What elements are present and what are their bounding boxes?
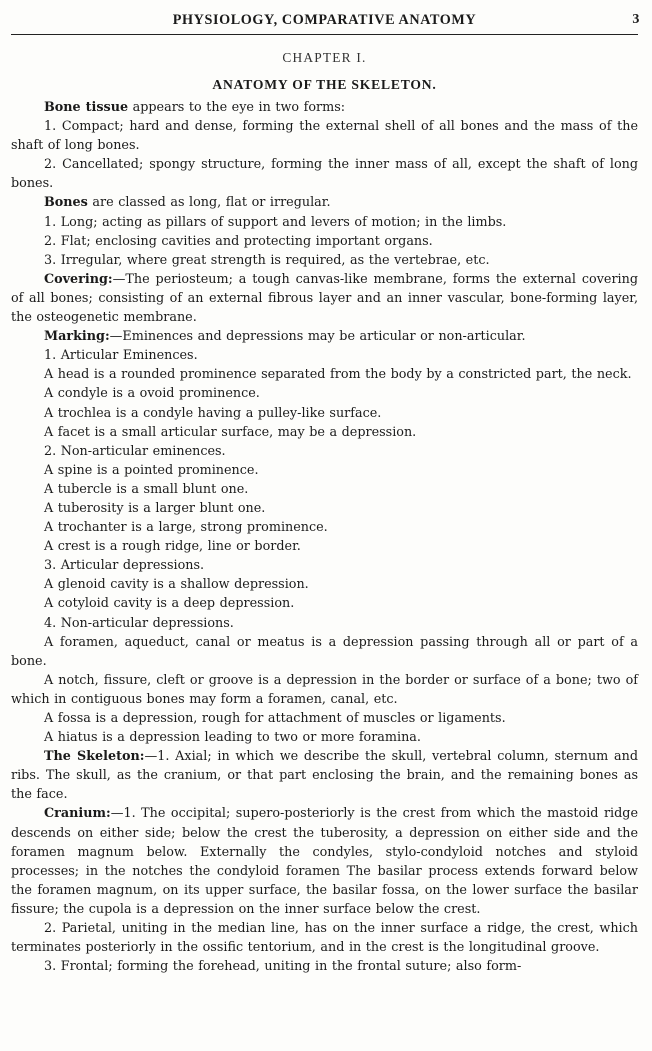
paragraph (11, 614, 638, 633)
paragraph (11, 957, 638, 976)
paragraph-text: 4. Non-articular depressions. (44, 615, 234, 631)
paragraph (11, 423, 638, 442)
book-page (11, 9, 638, 976)
paragraph (11, 919, 638, 957)
paragraph (11, 633, 638, 671)
paragraph-text: 2. Flat; enclosing cavities and protecting important organs. (44, 233, 433, 249)
page-number: 3 (632, 12, 640, 27)
paragraph-lead: Bone tissue (44, 100, 129, 115)
paragraph (11, 155, 638, 193)
paragraph (11, 594, 638, 613)
paragraph-text: A fossa is a depression, rough for attachment of muscles or ligaments. (44, 711, 506, 726)
paragraph (11, 671, 638, 709)
paragraph-text: A crest is a rough ridge, line or border. (44, 539, 301, 555)
header-rule (11, 34, 638, 35)
paragraph-text: A head is a rounded prominence separated from the body by a constricted part, the neck. (44, 367, 632, 383)
paragraph (11, 499, 638, 518)
body-text (11, 98, 638, 976)
paragraph (11, 480, 638, 499)
paragraph-lead: Marking: (44, 329, 110, 345)
paragraph-text: —The periosteum; a tough canvas-like membrane, forms the external covering of all bones; consisting of an external fibrous layer and an inner vascular, bone-forming layer, the osteogenetic membrane. (11, 271, 638, 326)
paragraph (11, 213, 638, 232)
chapter-title: ANATOMY OF THE SKELETON. (212, 77, 437, 92)
paragraph-text: A condyle is a ovoid prominence. (44, 386, 260, 402)
paragraph-lead: Cranium: (44, 806, 111, 822)
paragraph-text: 1. Long; acting as pillars of support and levers of motion; in the limbs. (44, 214, 507, 230)
paragraph (11, 270, 638, 327)
paragraph-text: 3. Frontal; forming the forehead, uniting in the frontal suture; also form- (44, 959, 522, 975)
paragraph-lead: Bones (44, 195, 88, 211)
paragraph (11, 193, 638, 212)
paragraph-text: 2. Non-articular eminences. (44, 443, 226, 459)
paragraph-text: A trochanter is a large, strong prominence. (44, 520, 328, 536)
paragraph (11, 232, 638, 251)
paragraph-text: —Eminences and depressions may be articular or non-articular. (109, 329, 526, 345)
paragraph-text: A trochlea is a condyle having a pulley-like surface. (44, 405, 382, 421)
paragraph-text: —1. The occipital; supero-posteriorly is the crest from which the mastoid ridge descends on either side; below the crest the tuberosity, a depression on either side and the foramen magnum below. Externally the condyles, stylo-condyloid notches and styloid processes; in the notches the condyloid foramen The basilar process extends forward below the foramen magnum, on its upper surface, the basilar fossa, on the lower surface the basilar fissure; the cupola is a depression on the inner surface below the crest. (11, 806, 638, 917)
paragraph (11, 728, 638, 747)
paragraph-text: A hiatus is a depression leading to two or more foramina. (44, 730, 421, 746)
paragraph (11, 442, 638, 461)
paragraph (11, 747, 638, 804)
paragraph-text: —1. Axial; in which we describe the skull, vertebral column, sternum and ribs. The skull, as the cranium, or that part enclosing the brain, and the remaining bones as the face. (11, 749, 639, 803)
paragraph-text: 3. Articular depressions. (44, 558, 205, 574)
paragraph-text: A cotyloid cavity is a deep depression. (44, 596, 295, 612)
paragraph-text: 1. Compact; hard and dense, forming the external shell of all bones and the mass of the shaft of long bones. (11, 119, 638, 154)
paragraph-text: A facet is a small articular surface, may be a depression. (44, 424, 417, 440)
paragraph (11, 518, 638, 537)
paragraph (11, 537, 638, 556)
paragraph-lead: Covering: (44, 271, 113, 287)
paragraph-text: 1. Articular Eminences. (44, 348, 198, 364)
paragraph-text: A foramen, aqueduct, canal or meatus is a depression passing through all or part of a bone. (11, 634, 638, 669)
paragraph-text: A tuberosity is a larger blunt one. (44, 500, 266, 516)
paragraph (11, 404, 638, 423)
paragraph (11, 556, 638, 575)
running-title: PHYSIOLOGY, COMPARATIVE ANATOMY (172, 12, 477, 28)
paragraph-text: A notch, fissure, cleft or groove is a depression in the border or surface of a bone; two of which in contiguous bones may form a foramen, canal, etc. (11, 672, 638, 707)
paragraph (11, 384, 638, 403)
paragraph-lead: The Skeleton: (44, 749, 145, 765)
paragraph (11, 804, 638, 919)
paragraph (11, 251, 638, 270)
paragraph-text: A spine is a pointed prominence. (44, 462, 259, 478)
paragraph (11, 709, 638, 728)
paragraph-text: A glenoid cavity is a shallow depression. (44, 577, 309, 593)
paragraph (11, 461, 638, 480)
running-head (11, 9, 638, 31)
paragraph (11, 327, 638, 346)
paragraph (11, 117, 638, 155)
paragraph (11, 98, 638, 117)
paragraph (11, 365, 638, 384)
paragraph (11, 346, 638, 365)
paragraph-text: 2. Cancellated; spongy structure, forming the inner mass of all, except the shaft of long bones. (11, 157, 638, 192)
paragraph-text: 3. Irregular, where great strength is required, as the vertebrae, etc. (44, 252, 490, 268)
paragraph-text: A tubercle is a small blunt one. (44, 481, 249, 497)
paragraph (11, 575, 638, 594)
paragraph-text: appears to the eye in two forms: (128, 100, 346, 115)
chapter-label: CHAPTER I. (282, 50, 367, 65)
paragraph-text: 2. Parietal, uniting in the median line, has on the inner surface a ridge, the crest, which terminates posteriorly in the ossific tentorium, and in the crest is the longitudinal groove. (11, 921, 638, 956)
paragraph-text: are classed as long, flat or irregular. (87, 195, 331, 211)
